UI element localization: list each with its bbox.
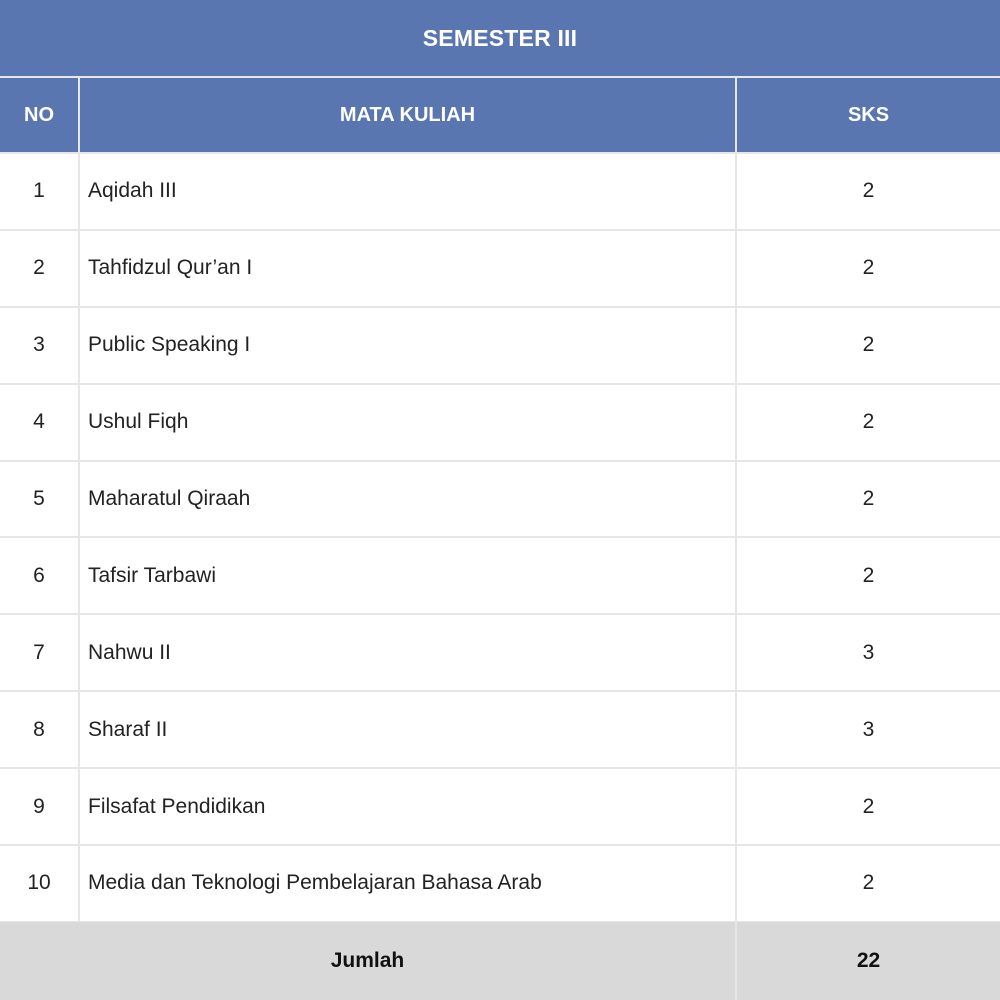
table-row bbox=[0, 538, 1000, 613]
course-name: Ushul Fiqh bbox=[80, 385, 735, 460]
table-title: SEMESTER III bbox=[0, 0, 1000, 76]
header-no: NO bbox=[0, 78, 78, 152]
row-number: 2 bbox=[0, 231, 78, 306]
table-row bbox=[0, 154, 1000, 229]
row-number: 5 bbox=[0, 462, 78, 537]
table-row bbox=[0, 615, 1000, 690]
course-credits: 2 bbox=[737, 769, 1000, 844]
course-name: Media dan Teknologi Pembelajaran Bahasa Arab bbox=[80, 846, 735, 921]
course-name: Aqidah III bbox=[80, 154, 735, 229]
course-credits: 2 bbox=[737, 385, 1000, 460]
row-number: 6 bbox=[0, 538, 78, 613]
table-row bbox=[0, 385, 1000, 460]
course-credits: 3 bbox=[737, 615, 1000, 690]
course-credits: 2 bbox=[737, 846, 1000, 921]
table-row bbox=[0, 308, 1000, 383]
course-credits: 2 bbox=[737, 308, 1000, 383]
table-row bbox=[0, 462, 1000, 537]
course-name: Filsafat Pendidikan bbox=[80, 769, 735, 844]
total-row bbox=[0, 922, 1000, 1000]
course-name: Public Speaking I bbox=[80, 308, 735, 383]
row-number: 3 bbox=[0, 308, 78, 383]
row-number: 8 bbox=[0, 692, 78, 767]
row-number: 1 bbox=[0, 154, 78, 229]
course-name: Tahfidzul Qur’an I bbox=[80, 231, 735, 306]
header-course: MATA KULIAH bbox=[80, 78, 735, 152]
table-row bbox=[0, 846, 1000, 921]
course-name: Nahwu II bbox=[80, 615, 735, 690]
course-name: Maharatul Qiraah bbox=[80, 462, 735, 537]
course-credits: 3 bbox=[737, 692, 1000, 767]
table-row bbox=[0, 692, 1000, 767]
course-name: Tafsir Tarbawi bbox=[80, 538, 735, 613]
header-row bbox=[0, 78, 1000, 152]
table-row bbox=[0, 769, 1000, 844]
row-number: 9 bbox=[0, 769, 78, 844]
row-number: 10 bbox=[0, 846, 78, 921]
table-row bbox=[0, 231, 1000, 306]
course-credits: 2 bbox=[737, 462, 1000, 537]
course-credits: 2 bbox=[737, 538, 1000, 613]
table-body bbox=[0, 154, 1000, 923]
total-credits: 22 bbox=[737, 922, 1000, 1000]
course-credits: 2 bbox=[737, 154, 1000, 229]
course-name: Sharaf II bbox=[80, 692, 735, 767]
course-credits: 2 bbox=[737, 231, 1000, 306]
row-number: 4 bbox=[0, 385, 78, 460]
header-credits: SKS bbox=[737, 78, 1000, 152]
total-label: Jumlah bbox=[0, 922, 735, 1000]
row-number: 7 bbox=[0, 615, 78, 690]
